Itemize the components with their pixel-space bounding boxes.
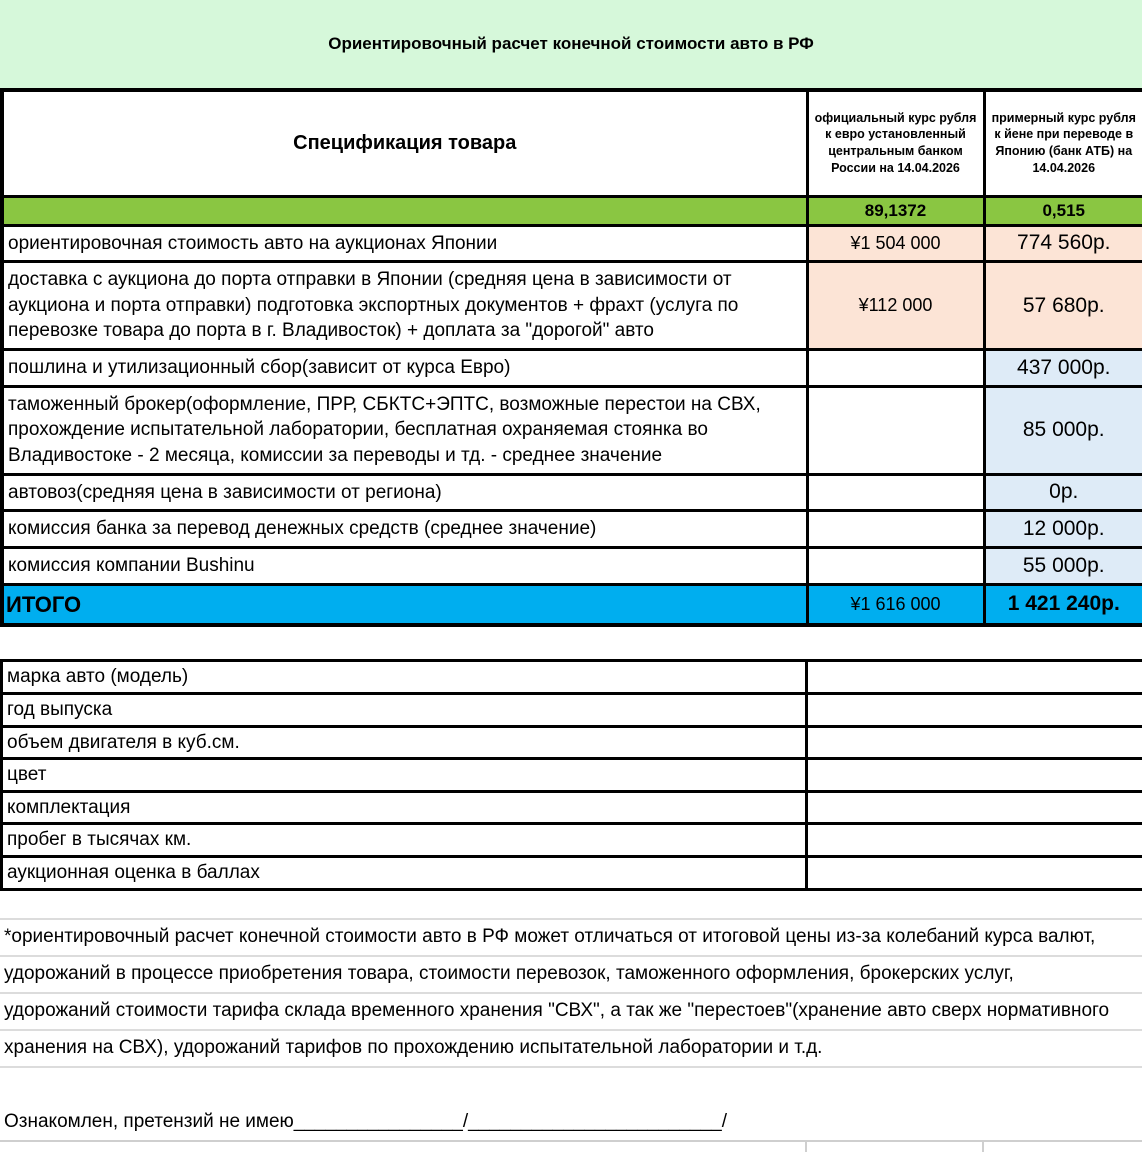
cost-item-yen: [807, 547, 984, 584]
table-row: [2, 693, 1142, 726]
cost-item-label: автовоз(средняя цена в зависимости от региона): [2, 474, 807, 511]
cost-item-rub: 57 680р.: [984, 262, 1142, 350]
table-row: [2, 547, 1142, 584]
cost-item-rub: 0р.: [984, 474, 1142, 511]
spec-value-cell[interactable]: [807, 791, 1142, 824]
spec-row-label: марка авто (модель): [2, 661, 807, 694]
cost-item-rub: 437 000р.: [984, 350, 1142, 387]
table-row: [2, 857, 1142, 890]
table-row: [2, 726, 1142, 759]
exchange-rate-row: [2, 196, 1142, 225]
table-row: [2, 759, 1142, 792]
cost-item-label: доставка с аукциона до порта отправки в Японии (средняя цена в зависимости от аукциона и порта отправки) подготовка экспортных документов + фрахт (услуга по перевозке товара до порта в г. Владивосток) + доплата за "дорогой" авто: [2, 262, 807, 350]
table-row: [2, 824, 1142, 857]
eur-rate-value: 89,1372: [807, 196, 984, 225]
footnote-line: удорожаний стоимости тарифа склада временного хранения "СВХ", а так же "перестоев"(хранение авто сверх нормативного: [0, 994, 1142, 1031]
table-row: [2, 474, 1142, 511]
footnote-line: *ориентировочный расчет конечной стоимости авто в РФ может отличаться от итоговой цены из-за колебаний курса валют,: [0, 920, 1142, 957]
cost-item-yen: [807, 511, 984, 548]
cost-item-rub: 774 560р.: [984, 225, 1142, 262]
spec-row-label: год выпуска: [2, 693, 807, 726]
cost-calculation-table: [0, 88, 1142, 627]
footnote-line: хранения на СВХ), удорожаний тарифов по прохождению испытательной лаборатории и т.д.: [0, 1031, 1142, 1068]
cost-item-yen: [807, 474, 984, 511]
cost-item-rub: 12 000р.: [984, 511, 1142, 548]
total-yen: ¥1 616 000: [807, 584, 984, 625]
signature-line: Ознакомлен, претензий не имею________________/________________________/: [4, 1110, 728, 1132]
rate-row-empty-cell: [2, 196, 807, 225]
spec-value-cell[interactable]: [807, 693, 1142, 726]
cost-item-label: таможенный брокер(оформление, ПРР, СБКТС+ЭПТС, возможные перестои на СВХ, прохождение испытательной лаборатории, бесплатная охраняемая стоянка во Владивостоке - 2 месяца, комиссии за переводы и тд. - среднее значение: [2, 386, 807, 474]
cost-item-label: комиссия банка за перевод денежных средств (среднее значение): [2, 511, 807, 548]
page-title: Ориентировочный расчет конечной стоимости авто в РФ: [328, 34, 814, 53]
table-row: [2, 511, 1142, 548]
table-row: [2, 262, 1142, 350]
spec-row-label: объем двигателя в куб.см.: [2, 726, 807, 759]
gridline-divider: [805, 1142, 807, 1152]
table-row: [2, 350, 1142, 387]
cost-item-rub: 55 000р.: [984, 547, 1142, 584]
total-row: [2, 584, 1142, 625]
cost-item-yen: [807, 350, 984, 387]
table-row: [2, 225, 1142, 262]
spec-value-cell[interactable]: [807, 857, 1142, 890]
cost-item-rub: 85 000р.: [984, 386, 1142, 474]
spec-row-label: комплектация: [2, 791, 807, 824]
cost-item-yen: ¥112 000: [807, 262, 984, 350]
table-header-row: [2, 90, 1142, 196]
jpy-rate-header-cell: примерный курс рубля к йене при переводе в Японию (банк АТБ) на 14.04.2026: [984, 90, 1142, 196]
spec-header-cell: Спецификация товара: [2, 90, 807, 196]
cost-item-label: комиссия компании Bushinu: [2, 547, 807, 584]
eur-rate-header-cell: официальный курс рубля к евро установленный центральным банком России на 14.04.2026: [807, 90, 984, 196]
cost-item-label: ориентировочная стоимость авто на аукционах Японии: [2, 225, 807, 262]
total-rub: 1 421 240р.: [984, 584, 1142, 625]
gridline-divider: [982, 1142, 984, 1152]
spec-value-cell[interactable]: [807, 759, 1142, 792]
cost-item-yen: ¥1 504 000: [807, 225, 984, 262]
spec-value-cell[interactable]: [807, 661, 1142, 694]
spec-row-label: пробег в тысячах км.: [2, 824, 807, 857]
total-label: ИТОГО: [2, 584, 807, 625]
cost-item-yen: [807, 386, 984, 474]
cost-item-label: пошлина и утилизационный сбор(зависит от курса Евро): [2, 350, 807, 387]
sheet-gridline-strip: [0, 1140, 1142, 1150]
footnote-block: [0, 918, 1142, 1068]
spec-row-label: цвет: [2, 759, 807, 792]
table-row: [2, 661, 1142, 694]
spec-value-cell[interactable]: [807, 824, 1142, 857]
title-band: [0, 0, 1142, 88]
table-row: [2, 386, 1142, 474]
footnote-line: удорожаний в процессе приобретения товара, стоимости перевозок, таможенного оформления, брокерских услуг,: [0, 957, 1142, 994]
table-row: [2, 791, 1142, 824]
spec-row-label: аукционная оценка в баллах: [2, 857, 807, 890]
vehicle-spec-table: [0, 659, 1142, 890]
jpy-rate-value: 0,515: [984, 196, 1142, 225]
spec-value-cell[interactable]: [807, 726, 1142, 759]
